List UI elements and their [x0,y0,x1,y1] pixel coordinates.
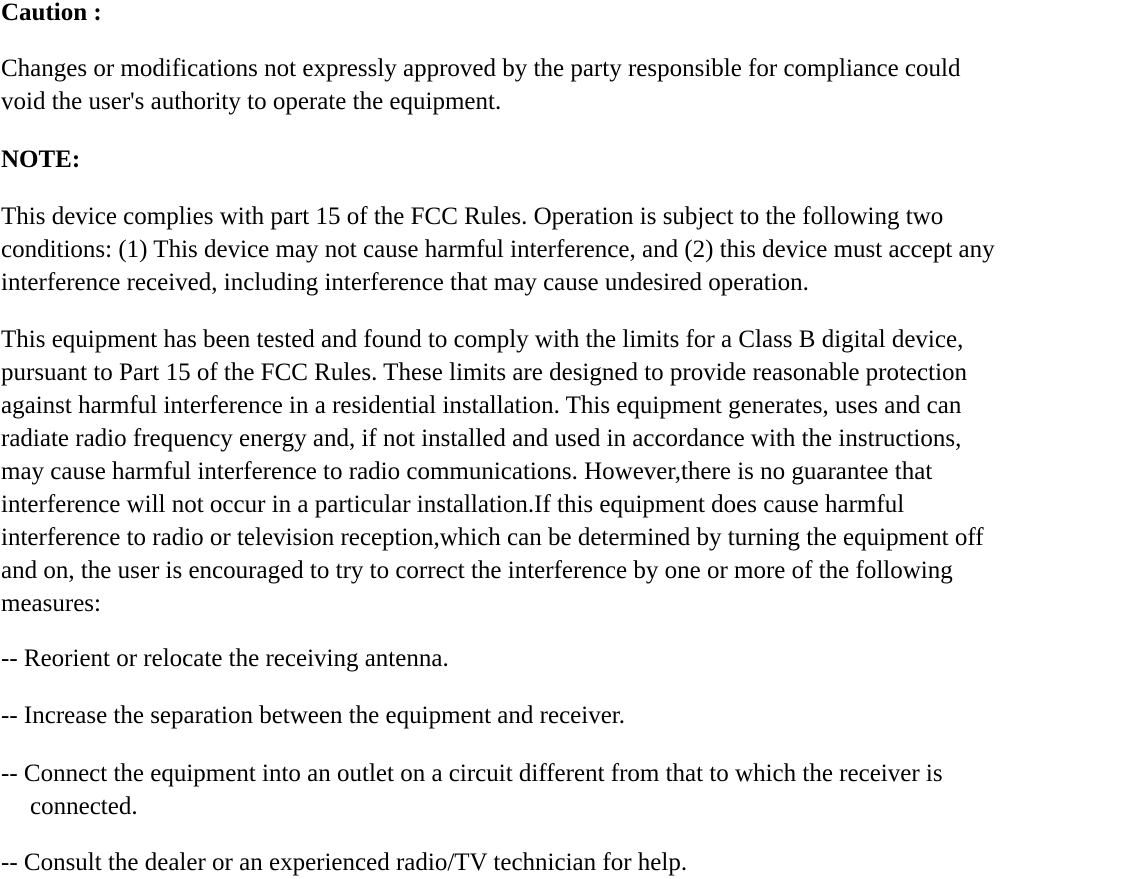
caution-paragraph [1,52,1128,118]
text-line: may cause harmful interference to radio communications. However,there is no guarantee that [1,458,933,485]
measure-item [1,642,1128,675]
text-line: Changes or modifications not expressly approved by the party responsible for compliance could [1,55,961,82]
measure-text-continuation: connected. [30,793,138,820]
text-line: radiate radio frequency energy and, if not installed and used in accordance with the instructions, [1,425,962,452]
text-line: against harmful interference in a residential installation. This equipment generates, uses and can [1,392,962,419]
measure-text: -- Increase the separation between the equipment and receiver. [1,702,625,729]
text-line: and on, the user is encouraged to try to correct the interference by one or more of the following [1,557,953,584]
note-paragraph-1 [1,200,1128,299]
measure-text: -- Consult the dealer or an experienced radio/TV technician for help. [1,849,688,876]
caution-heading: Caution : [1,0,102,26]
measure-text: -- Reorient or relocate the receiving antenna. [1,645,449,672]
text-line: pursuant to Part 15 of the FCC Rules. These limits are designed to provide reasonable protection [1,359,968,386]
text-line: interference to radio or television reception,which can be determined by turning the equipment off [1,524,984,551]
text-line: void the user's authority to operate the equipment. [1,88,502,115]
measure-item [1,757,1128,823]
text-line: conditions: (1) This device may not cause harmful interference, and (2) this device must accept any [1,236,995,263]
text-line: measures: [1,590,101,617]
text-line: interference will not occur in a particular installation.If this equipment does cause harmful [1,491,905,518]
measure-item [1,846,1128,879]
note-paragraph-2 [1,323,1128,620]
note-heading: NOTE: [1,146,81,173]
text-line: This equipment has been tested and found to comply with the limits for a Class B digital device, [1,326,964,353]
measure-item [1,699,1128,732]
text-line: This device complies with part 15 of the FCC Rules. Operation is subject to the following two [1,203,944,230]
measure-text: -- Connect the equipment into an outlet on a circuit different from that to which the receiver is [1,760,943,787]
text-line: interference received, including interference that may cause undesired operation. [1,269,809,296]
